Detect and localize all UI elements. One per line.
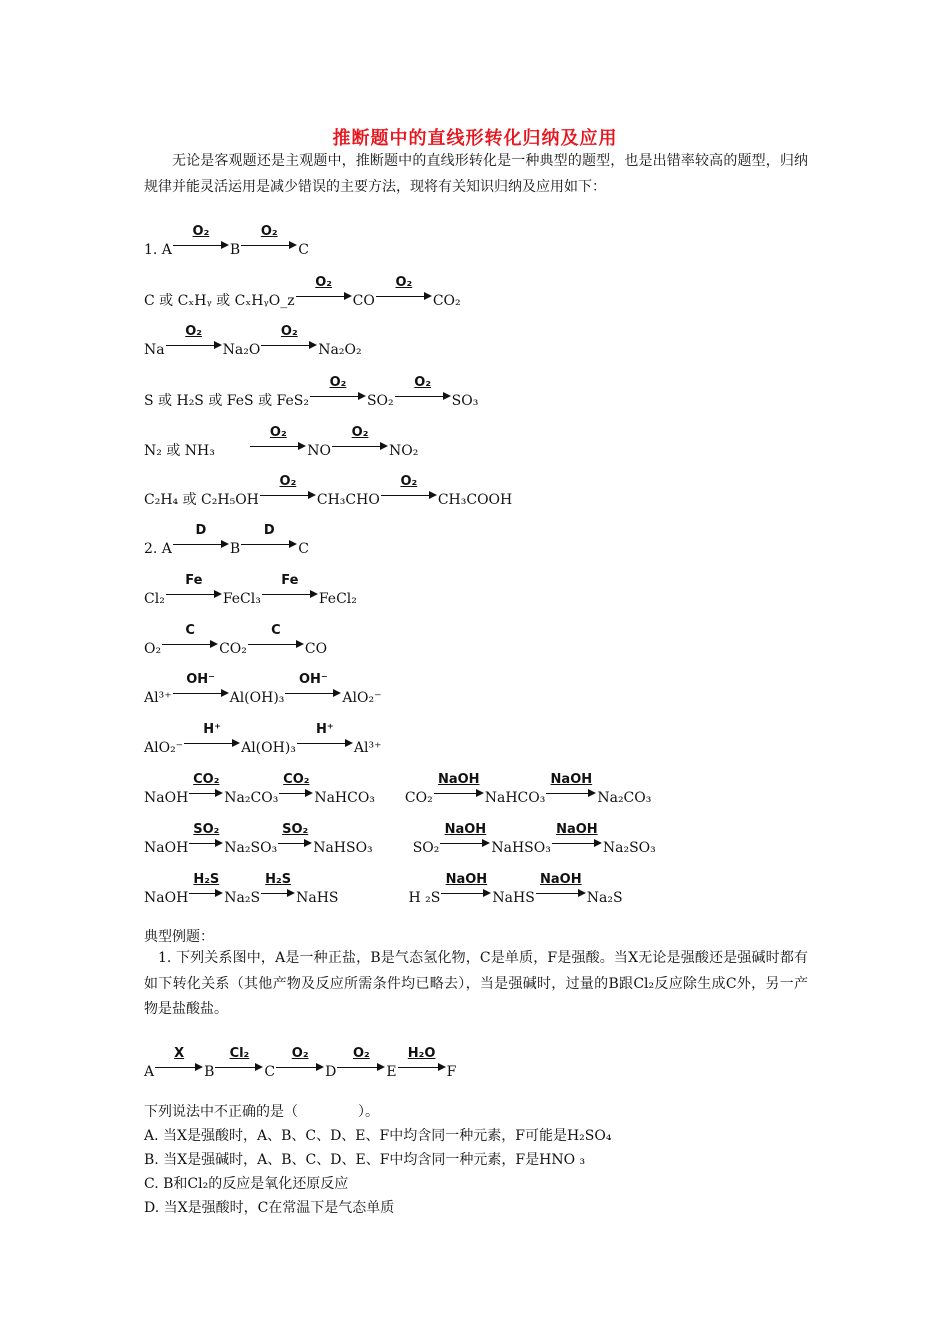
formula-text: NaOH bbox=[144, 840, 189, 856]
formula-text: NaHS bbox=[296, 890, 339, 906]
reaction-arrow bbox=[241, 523, 297, 553]
formula-text: NO₂ bbox=[389, 443, 419, 459]
arrow-reagent-label: X bbox=[174, 1046, 185, 1061]
formula-text: CH₃CHO bbox=[316, 492, 380, 508]
arrow-reagent-label: O₂ bbox=[400, 474, 418, 489]
formula-text: Al(OH)₃ bbox=[229, 690, 285, 706]
formula-text: N₂ 或 NH₃ bbox=[144, 443, 220, 459]
arrow-reagent-label: O₂ bbox=[291, 1046, 309, 1061]
arrow-reagent-label: D bbox=[195, 523, 207, 538]
reaction-arrow bbox=[546, 772, 596, 802]
reaction-row bbox=[144, 324, 362, 366]
reaction-arrow bbox=[261, 872, 295, 902]
arrow-reagent-label: NaOH bbox=[540, 872, 582, 887]
arrow-reagent-label: NaOH bbox=[445, 872, 488, 887]
arrow-reagent-label: NaOH bbox=[437, 772, 480, 787]
reaction-arrow bbox=[173, 224, 229, 254]
formula-text: SO₂ bbox=[366, 393, 394, 409]
arrow-reagent-label: H⁺ bbox=[316, 722, 334, 737]
reaction-arrow bbox=[166, 324, 222, 354]
reaction-arrow bbox=[337, 1046, 385, 1076]
reaction-row bbox=[144, 474, 513, 515]
reaction-arrow bbox=[332, 425, 388, 455]
reaction-arrow bbox=[381, 474, 437, 504]
formula-text: NaHCO₃ bbox=[314, 790, 375, 806]
formula-text: S 或 H₂S 或 FeS 或 FeS₂ bbox=[144, 393, 309, 409]
arrow-reagent-label: SO₂ bbox=[282, 822, 309, 837]
formula-text: SO₃ bbox=[451, 393, 479, 409]
formula-text: B bbox=[229, 541, 241, 557]
reaction-arrow bbox=[552, 822, 602, 852]
formula-text: D bbox=[325, 1064, 337, 1080]
formula-text: Cl₂ bbox=[144, 591, 165, 607]
formula-text: C bbox=[264, 1064, 276, 1080]
arrow-reagent-label: O₂ bbox=[185, 324, 202, 339]
reaction-arrow bbox=[248, 623, 304, 653]
option-d: D. 当X是强酸时，C在常温下是气态单质 bbox=[144, 1200, 395, 1216]
reaction-pair-row bbox=[144, 872, 623, 914]
reaction-arrow bbox=[434, 772, 484, 802]
intro-paragraph: 无论是客观题还是主观题中，推断题中的直线形转化是一种典型的题型，也是出错率较高的题型，归纳规律并能灵活运用是减少错误的主要方法，现将有关知识归纳及应用如下： bbox=[144, 153, 808, 195]
arrow-reagent-label: H₂O bbox=[407, 1046, 436, 1061]
formula-text: Na₂SO₃ bbox=[602, 840, 656, 856]
arrow-reagent-label: C bbox=[185, 623, 195, 638]
reaction-row bbox=[144, 375, 479, 416]
arrow-reagent-label: O₂ bbox=[280, 324, 298, 339]
formula-text: NaHS bbox=[492, 890, 535, 906]
formula-text: Al³⁺ bbox=[353, 740, 382, 756]
formula-text: ）。 bbox=[358, 1104, 379, 1120]
formula-text: CO bbox=[352, 293, 375, 309]
arrow-reagent-label: O₂ bbox=[329, 375, 347, 390]
arrow-reagent-label: H₂S bbox=[193, 872, 220, 887]
arrow-reagent-label: O₂ bbox=[260, 224, 278, 239]
formula-text: Na₂CO₃ bbox=[224, 790, 279, 806]
arrow-reagent-label: O₂ bbox=[353, 1046, 370, 1061]
arrow-reagent-label: NaOH bbox=[556, 822, 598, 837]
formula-text: C 或 CₓHᵧ 或 CₓHᵧO_z bbox=[144, 293, 295, 309]
reaction-pair-row bbox=[144, 772, 652, 814]
formula-text: F bbox=[446, 1064, 457, 1080]
reaction-arrow bbox=[189, 872, 223, 902]
formula-text: E bbox=[386, 1064, 397, 1080]
reaction-arrow bbox=[173, 672, 229, 702]
formula-text: Na₂O₂ bbox=[318, 342, 362, 358]
arrow-reagent-label: H⁺ bbox=[203, 722, 221, 737]
formula-text: NaHSO₃ bbox=[313, 840, 373, 856]
formula-text: AlO₂⁻ bbox=[144, 740, 184, 756]
reaction-arrow bbox=[241, 224, 297, 254]
formula-text: Al³⁺ bbox=[144, 690, 172, 706]
arrow-reagent-label: CO₂ bbox=[193, 772, 220, 787]
formula-text: Na₂S bbox=[586, 890, 623, 906]
option-c: C. B和Cl₂的反应是氧化还原反应 bbox=[144, 1176, 349, 1192]
reaction-arrow bbox=[189, 822, 223, 852]
reaction-arrow bbox=[296, 275, 352, 305]
formula-text: NaHCO₃ bbox=[484, 790, 546, 806]
formula-text: CO₂ bbox=[404, 790, 433, 806]
reaction-arrow bbox=[166, 573, 222, 603]
arrow-reagent-label: C bbox=[271, 623, 281, 638]
conversion-chain bbox=[144, 1046, 457, 1088]
arrow-reagent-label: Fe bbox=[185, 573, 203, 588]
reaction-arrow bbox=[441, 872, 491, 902]
formula-text: 下列说法中不正确的是（ bbox=[144, 1104, 298, 1120]
arrow-reagent-label: O₂ bbox=[351, 425, 369, 440]
reaction-row bbox=[144, 573, 357, 615]
reaction-row bbox=[144, 722, 382, 764]
formula-text: CO₂ bbox=[432, 293, 461, 309]
reaction-arrow bbox=[398, 1046, 446, 1076]
reaction-row bbox=[144, 425, 419, 466]
formula-text: C₂H₄ 或 C₂H₅OH bbox=[144, 492, 259, 508]
formula-text: O₂ bbox=[144, 641, 162, 657]
arrow-reagent-label: O₂ bbox=[269, 425, 287, 440]
arrow-reagent-label: D bbox=[263, 523, 275, 538]
arrow-reagent-label: OH⁻ bbox=[299, 672, 328, 687]
formula-text: NaOH bbox=[144, 890, 189, 906]
formula-text: Na₂O bbox=[222, 342, 261, 358]
reaction-arrow bbox=[262, 573, 318, 603]
reaction-arrow bbox=[276, 1046, 324, 1076]
section2-label: 2. A bbox=[144, 541, 172, 557]
formula-text: CO₂ bbox=[219, 641, 247, 657]
formula-text: NaOH bbox=[144, 790, 189, 806]
formula-text: CO bbox=[304, 641, 328, 657]
arrow-reagent-label: O₂ bbox=[315, 275, 332, 290]
arrow-reagent-label: O₂ bbox=[279, 474, 297, 489]
reaction-arrow bbox=[215, 1046, 263, 1076]
section2-heading-row bbox=[144, 523, 309, 565]
formula-text: FeCl₃ bbox=[222, 591, 261, 607]
reaction-arrow bbox=[184, 722, 240, 752]
reaction-row bbox=[144, 623, 328, 665]
reaction-row bbox=[144, 672, 382, 714]
reaction-arrow bbox=[536, 872, 586, 902]
formula-text: AlO₂⁻ bbox=[342, 690, 382, 706]
option-a: A. 当X是强酸时，A、B、C、D、E、F中均含同一种元素，F可能是H₂SO₄ bbox=[144, 1128, 612, 1144]
reaction-arrow bbox=[250, 425, 306, 455]
arrow-reagent-label: O₂ bbox=[395, 275, 413, 290]
arrow-reagent-label: SO₂ bbox=[193, 822, 220, 837]
arrow-reagent-label: OH⁻ bbox=[186, 672, 215, 687]
formula-text: Na₂SO₃ bbox=[224, 840, 278, 856]
reaction-arrow bbox=[260, 474, 316, 504]
examples-heading: 典型例题： bbox=[144, 929, 214, 945]
arrow-reagent-label: Cl₂ bbox=[229, 1046, 250, 1061]
formula-text: FeCl₂ bbox=[318, 591, 357, 607]
formula-text: Na₂CO₃ bbox=[597, 790, 652, 806]
option-b: B. 当X是强碱时，A、B、C、D、E、F中均含同一种元素，F是HNO ₃ bbox=[144, 1152, 586, 1168]
arrow-reagent-label: NaOH bbox=[444, 822, 487, 837]
reaction-row bbox=[144, 275, 461, 316]
formula-text: A bbox=[144, 1064, 155, 1080]
reaction-arrow bbox=[173, 523, 229, 553]
reaction-arrow bbox=[189, 772, 223, 802]
question1-text: 1. 下列关系图中，A是一种正盐，B是气态氢化物，C是单质，F是强酸。当X无论是强酸还是强碱时都有如下转化关系（其他产物及反应所需条件均已略去），当是强碱时，过量的B跟Cl₂反应除生成C外，另一产物是盐酸盐。 bbox=[144, 950, 808, 1017]
formula-text: NO bbox=[307, 443, 332, 459]
arrow-reagent-label: H₂S bbox=[265, 872, 292, 887]
formula-text: Na₂S bbox=[224, 890, 261, 906]
page-title: 推断题中的直线形转化归纳及应用 bbox=[332, 128, 618, 149]
reaction-arrow bbox=[376, 275, 432, 305]
formula-text: B bbox=[229, 242, 241, 258]
reaction-arrow bbox=[285, 672, 341, 702]
arrow-reagent-label: NaOH bbox=[550, 772, 593, 787]
reaction-arrow bbox=[155, 1046, 203, 1076]
reaction-arrow bbox=[279, 772, 313, 802]
reaction-arrow bbox=[297, 722, 353, 752]
arrow-reagent-label: O₂ bbox=[414, 375, 432, 390]
section1-heading-row bbox=[144, 224, 309, 266]
reaction-arrow bbox=[395, 375, 451, 405]
formula-text: H ₂S bbox=[408, 890, 441, 906]
reaction-arrow bbox=[162, 623, 218, 653]
reaction-pair-row bbox=[144, 822, 656, 864]
arrow-reagent-label: O₂ bbox=[192, 224, 210, 239]
arrow-reagent-label: CO₂ bbox=[283, 772, 310, 787]
formula-text: B bbox=[204, 1064, 215, 1080]
question-prompt bbox=[144, 1101, 379, 1121]
arrow-reagent-label: Fe bbox=[281, 573, 299, 588]
formula-text: CH₃COOH bbox=[437, 492, 513, 508]
reaction-arrow bbox=[261, 324, 317, 354]
formula-text: Na bbox=[144, 342, 165, 358]
reaction-arrow bbox=[310, 375, 366, 405]
formula-text: Al(OH)₃ bbox=[241, 740, 296, 756]
formula-text: SO₂ bbox=[412, 840, 440, 856]
reaction-arrow bbox=[440, 822, 490, 852]
formula-text: NaHSO₃ bbox=[491, 840, 551, 856]
reaction-arrow bbox=[278, 822, 312, 852]
formula-text: C bbox=[298, 242, 309, 258]
formula-text: C bbox=[298, 541, 309, 557]
section1-label: 1. A bbox=[144, 242, 172, 258]
